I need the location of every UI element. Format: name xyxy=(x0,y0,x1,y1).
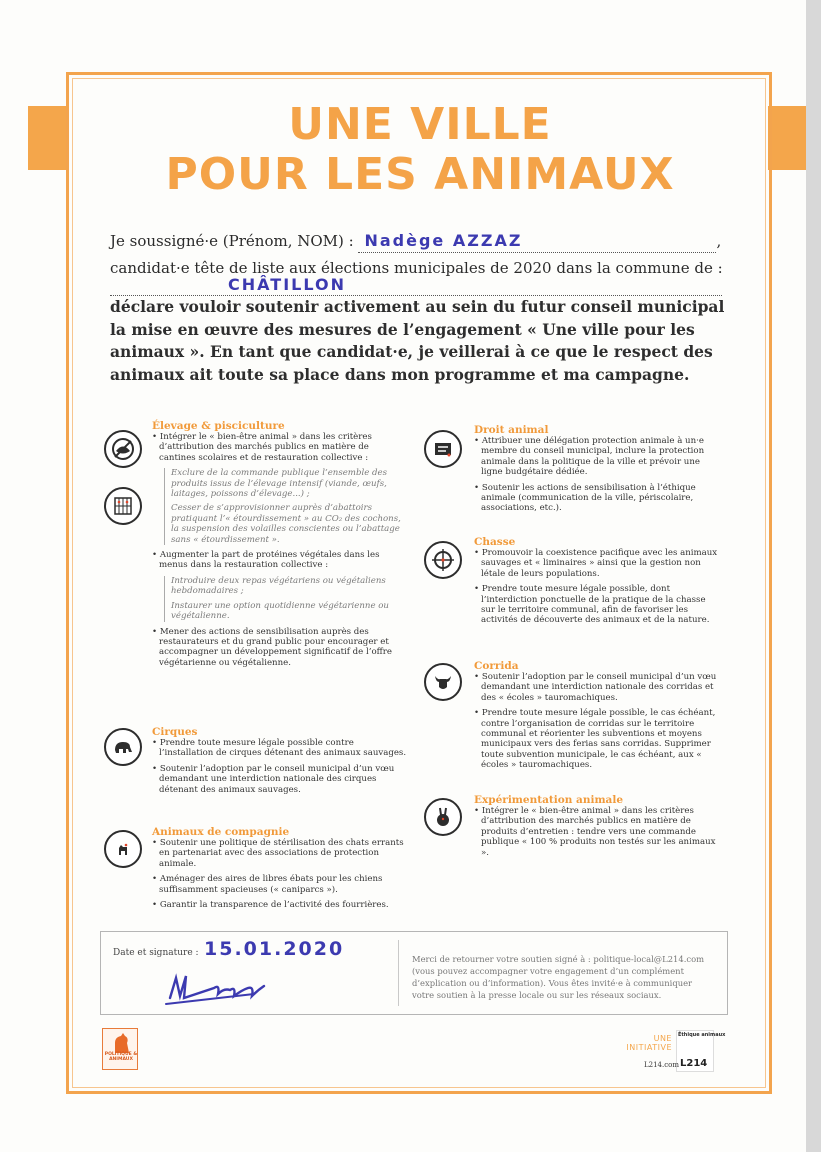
section-title-elevage: Élevage & pisciculture xyxy=(152,420,285,432)
compagnie-bullet-2: • Aménager des aires de libres ébats pour les chiens suffisamment spacieuses (« caniparcs »). xyxy=(152,874,408,895)
corrida-bullet-2: • Prendre toute mesure légale possible, le cas échéant, contre l’organisation de corridas sur le territoire communal et réorienter les subventions et moyens municipaux vers des ferias sans corridas. Supprimer toute subvention municipale, le cas échéant, aux « écoles » tauromachiques. xyxy=(474,708,720,770)
document-icon xyxy=(424,430,462,468)
commune-value: CHÂTILLON xyxy=(228,275,346,294)
elevage-subpoints-1 xyxy=(164,468,408,545)
no-fish-icon xyxy=(104,430,142,468)
signature-label: Date et signature : xyxy=(113,948,199,958)
section-corrida xyxy=(474,660,720,776)
droit-bullet-1: • Attribuer une délégation protection animale à un·e membre du conseil municipal, inclure la protection animale dans la politique de la ville et prévoir une ligne budgétaire dédiée. xyxy=(474,436,720,478)
politique-animaux-text: POLITIQUE & ANIMAUX xyxy=(104,1052,138,1062)
elevage-sub-2: Cesser de s’approvisionner auprès d’abattoirs pratiquant l’« étourdissement » au CO₂ des cochons, la suspension des volailles conscientes ou l’abattage sans « étourdissement ». xyxy=(171,503,401,545)
droit-bullet-2: • Soutenir les actions de sensibilisation à l’éthique animale (communication de la ville, périscolaire, associations, etc.). xyxy=(474,483,720,514)
section-title-compagnie: Animaux de compagnie xyxy=(152,826,290,838)
title-line-1: UNE VILLE xyxy=(288,99,552,150)
chasse-bullet-1: • Promouvoir la coexistence pacifique avec les animaux sauvages et « liminaires » ainsi que la gestion non létale de leurs populations. xyxy=(474,548,720,579)
l214-url: L214.com xyxy=(644,1061,680,1069)
elevage-bullet-1: • Intégrer le « bien-être animal » dans les critères d’attribution des marchés publics en matière de cantines scolaires et de restauration collective : xyxy=(152,432,408,463)
section-chasse xyxy=(474,536,720,631)
section-cirques xyxy=(152,726,408,800)
elevage-sub-1: Exclure de la commande publique l’ensemble des produits issus de l’élevage intensif (viande, œufs, laitages, poissons d’élevage...) ; xyxy=(171,468,388,500)
section-title-experimentation: Expérimentation animale xyxy=(474,794,624,806)
name-line: Je soussigné·e (Prénom, NOM) : Nadège AZZAZ , xyxy=(110,230,730,253)
commune-line xyxy=(110,273,730,296)
name-label: Je soussigné·e (Prénom, NOM) : xyxy=(110,232,354,250)
declaration-intro: déclare vouloir soutenir activement au sein du futur conseil municipal la mise en œuvre des mesures de l’engagement « Une ville pour les animaux ». En tant que candidat·e, je veillerai à ce que le respect des animaux ait toute sa place dans mon programme et ma campagne. xyxy=(110,297,725,384)
elevage-sub-3: Introduire deux repas végétariens ou végétaliens hebdomadaires ; xyxy=(171,575,386,597)
elevage-bullet-2: • Augmenter la part de protéines végétales dans les menus dans la restauration collective : xyxy=(152,550,408,571)
commune-field xyxy=(110,276,722,296)
pet-icon xyxy=(104,830,142,868)
section-droit xyxy=(474,424,720,519)
rabbit-icon xyxy=(424,798,462,836)
experimentation-bullet-1: • Intégrer le « bien-être animal » dans les critères d’attribution des marchés publics en matière de produits d’entretien : tendre vers une commande publique « 100 % produits non testés sur les animaux ». xyxy=(474,806,720,858)
section-title-cirques: Cirques xyxy=(152,726,198,738)
l214-tagline: Éthique animaux xyxy=(678,1032,726,1038)
section-compagnie xyxy=(152,826,408,915)
politique-animaux-logo xyxy=(102,1028,138,1070)
cirques-bullet-1: • Prendre toute mesure légale possible contre l’installation de cirques détenant des animaux sauvages. xyxy=(152,738,408,759)
l214-wordmark: L214 xyxy=(680,1058,708,1069)
elevage-sub-4: Instaurer une option quotidienne végétarienne ou végétalienne. xyxy=(171,600,389,622)
signature-date: 15.01.2020 xyxy=(204,938,345,960)
elevage-bullet-3: • Mener des actions de sensibilisation auprès des restaurateurs et du grand public pour encourager et accompagner un développement significatif de l’offre végétarienne ou végétalienne. xyxy=(152,627,408,669)
title-line-2: POUR LES ANIMAUX xyxy=(165,149,675,200)
cage-icon xyxy=(104,487,142,525)
section-experimentation xyxy=(474,794,720,863)
candidate-line: candidat·e tête de liste aux élections municipales de 2020 dans la commune de : xyxy=(110,259,723,277)
chasse-bullet-2: • Prendre toute mesure légale possible, dont l’interdiction ponctuelle de la pratique de la chasse sur le territoire communal, afin de favoriser les activités de découverte des animaux et de la nature. xyxy=(474,584,720,626)
bull-icon xyxy=(424,663,462,701)
elevage-subpoints-2 xyxy=(164,576,408,622)
page-edge-shadow xyxy=(806,0,821,1152)
compagnie-bullet-3: • Garantir la transparence de l’activité des fourrières. xyxy=(152,900,408,910)
une-initiative-label: UNE INITIATIVE xyxy=(626,1034,672,1052)
handwritten-signature xyxy=(162,964,272,1012)
section-title-droit: Droit animal xyxy=(474,424,549,436)
corrida-bullet-1: • Soutenir l’adoption par le conseil municipal d’un vœu demandant une interdiction nationale des corridas et des « écoles » tauromachiques. xyxy=(474,672,720,703)
signature-divider xyxy=(398,940,399,1006)
compagnie-bullet-1: • Soutenir une politique de stérilisation des chats errants en partenariat avec des associations de protection animale. xyxy=(152,838,408,869)
return-instructions: Merci de retourner votre soutien signé à : politique-local@L214.com (vous pouvez accompagner votre engagement d’un complément d’explication ou d’information). Vous êtes invité·e à communiquer votre soutien à la presse locale ou sur les réseaux sociaux. xyxy=(412,954,705,1000)
section-elevage xyxy=(152,420,408,673)
right-orange-tab xyxy=(768,106,806,170)
elephant-icon xyxy=(104,728,142,766)
section-title-chasse: Chasse xyxy=(474,536,516,548)
section-title-corrida: Corrida xyxy=(474,660,519,672)
crosshair-icon xyxy=(424,541,462,579)
left-orange-tab xyxy=(28,106,66,170)
cirques-bullet-2: • Soutenir l’adoption par le conseil municipal d’un vœu demandant une interdiction nationale des cirques détenant des animaux sauvages. xyxy=(152,764,408,795)
page-title xyxy=(80,100,760,200)
name-value: Nadège AZZAZ xyxy=(364,231,523,250)
